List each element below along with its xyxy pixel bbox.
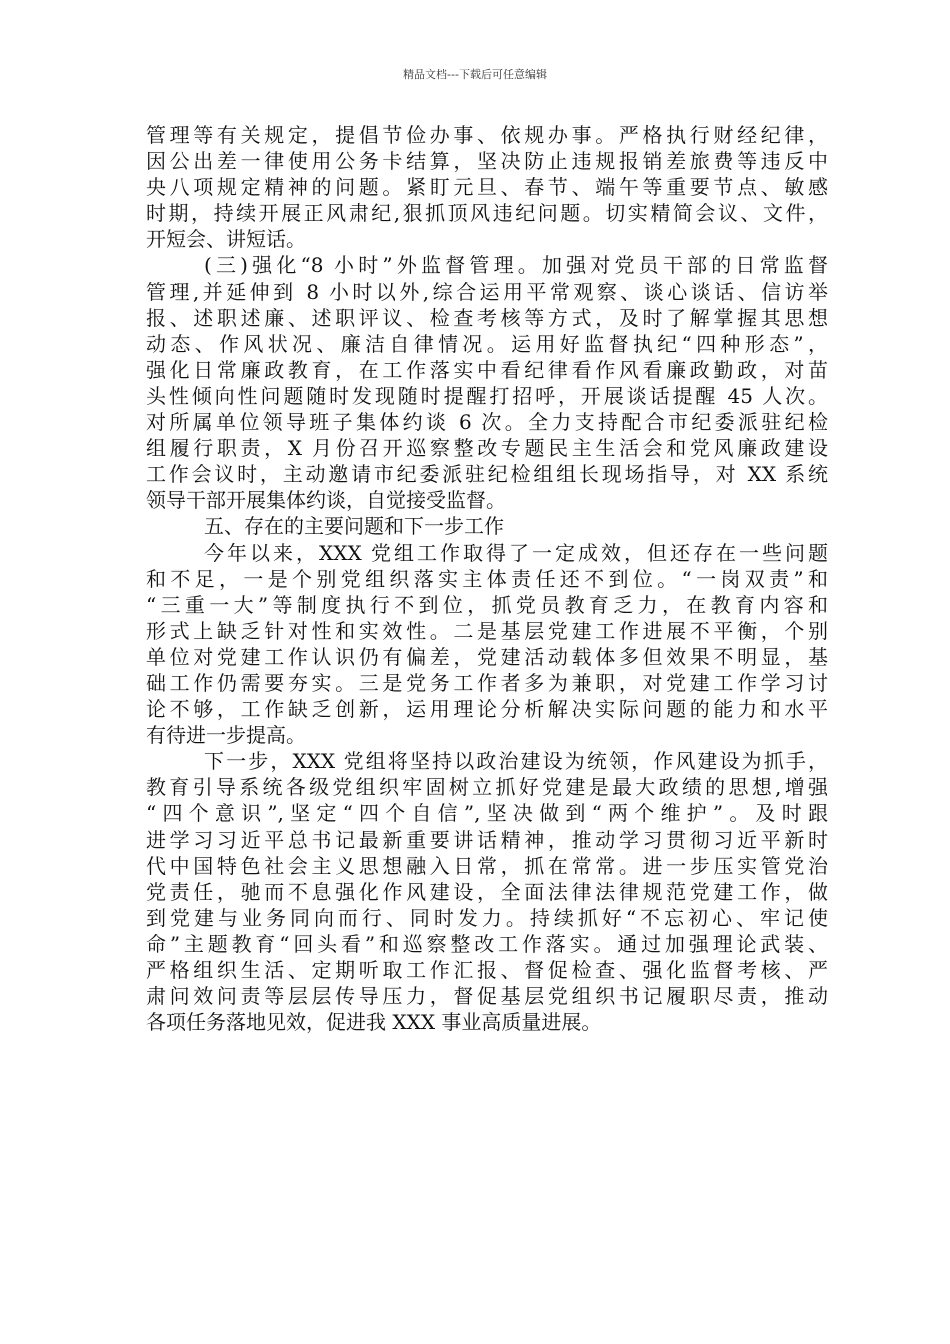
text-line: 严格组织生活、定期听取工作汇报、督促检查、强化监督考核、严 [146, 958, 828, 982]
page-header: 精品文档---下载后可任意编辑 [403, 68, 547, 81]
document-body [146, 122, 828, 1035]
text-line: 管理等有关规定，提倡节俭办事、依规办事。严格执行财经纪律， [146, 123, 828, 147]
text-line: 对所属单位领导班子集体约谈 6 次。全力支持配合市纪委派驻纪检 [146, 410, 828, 435]
text-line: 肃问效问责等层层传导压力，督促基层党组织书记履职尽责，推动 [146, 984, 828, 1009]
text-line: 工作会议时，主动邀请市纪委派驻纪检组组长现场指导，对 XX 系统 [146, 462, 828, 487]
text-line: 下一步，XXX 党组将坚持以政治建设为统领，作风建设为抓手， [204, 749, 828, 774]
text-line: 进学习习近平总书记最新重要讲话精神，推动学习贯彻习近平新时 [146, 827, 828, 852]
text-line: 单位对党建工作认识仍有偏差，党建活动载体多但效果不明显，基 [146, 644, 828, 669]
text-line: 动态、作风状况、廉洁自律情况。运用好监督执纪“四种形态”， [146, 331, 828, 356]
text-line: 组履行职责，X 月份召开巡察整改专题民主生活会和党风廉政建设 [146, 436, 828, 461]
text-line: 教育引导系统各级党组织牢固树立抓好党建是最大政绩的思想,增强 [146, 775, 828, 800]
text-line: 开短会、讲短话。 [146, 227, 306, 252]
text-line: 命”主题教育“回头看”和巡察整改工作落实。通过加强理论武装、 [146, 931, 828, 956]
text-line: 报、述职述廉、述职评议、检查考核等方式，及时了解掌握其思想 [146, 305, 828, 330]
text-line: 党责任，驰而不息强化作风建设，全面法律法律规范党建工作，做 [146, 879, 828, 904]
text-line: 代中国特色社会主义思想融入日常，抓在常常。进一步压实管党治 [146, 853, 828, 878]
text-line: 管理,并延伸到 8 小时以外,综合运用平常观察、谈心谈话、信访举 [146, 279, 828, 304]
text-line: 今年以来，XXX 党组工作取得了一定成效，但还存在一些问题 [204, 540, 828, 565]
text-line: 领导干部开展集体约谈，自觉接受监督。 [146, 488, 506, 513]
text-line: 头性倾向性问题随时发现随时提醒打招呼，开展谈话提醒 45 人次。 [146, 383, 828, 408]
text-line: 有待进一步提高。 [146, 723, 306, 748]
text-line: 到党建与业务同向而行、同时发力。持续抓好“不忘初心、牢记使 [146, 905, 828, 930]
text-line: 形式上缺乏针对性和实效性。二是基层党建工作进展不平衡，个别 [146, 618, 828, 643]
text-line: 强化日常廉政教育，在工作落实中看纪律看作风看廉政勤政，对苗 [146, 357, 828, 382]
text-line: 础工作仍需要夯实。三是党务工作者多为兼职，对党建工作学习讨 [146, 670, 828, 695]
text-line: 因公出差一律使用公务卡结算，坚决防止违规报销差旅费等违反中 [146, 149, 828, 174]
section-heading: 五、存在的主要问题和下一步工作 [204, 514, 504, 539]
text-line: “三重一大”等制度执行不到位，抓党员教育乏力，在教育内容和 [146, 592, 828, 617]
text-line: 各项任务落地见效，促进我 XXX 事业高质量进展。 [146, 1010, 602, 1035]
text-line: 论不够，工作缺乏创新，运用理论分析解决实际问题的能力和水平 [146, 697, 828, 722]
text-line: 央八项规定精神的问题。紧盯元旦、春节、端午等重要节点、敏感 [146, 175, 828, 200]
section-heading-line: (三)强化“8 小时”外监督管理。加强对党员干部的日常监督 [204, 253, 828, 278]
text-line: 时期，持续开展正风肃纪,狠抓顶风违纪问题。切实精简会议、文件， [146, 201, 828, 226]
text-line: “四个意识”,坚定“四个自信”,坚决做到“两个维护”。及时跟 [146, 801, 828, 826]
text-line: 和不足，一是个别党组织落实主体责任还不到位。“一岗双责”和 [146, 566, 828, 591]
